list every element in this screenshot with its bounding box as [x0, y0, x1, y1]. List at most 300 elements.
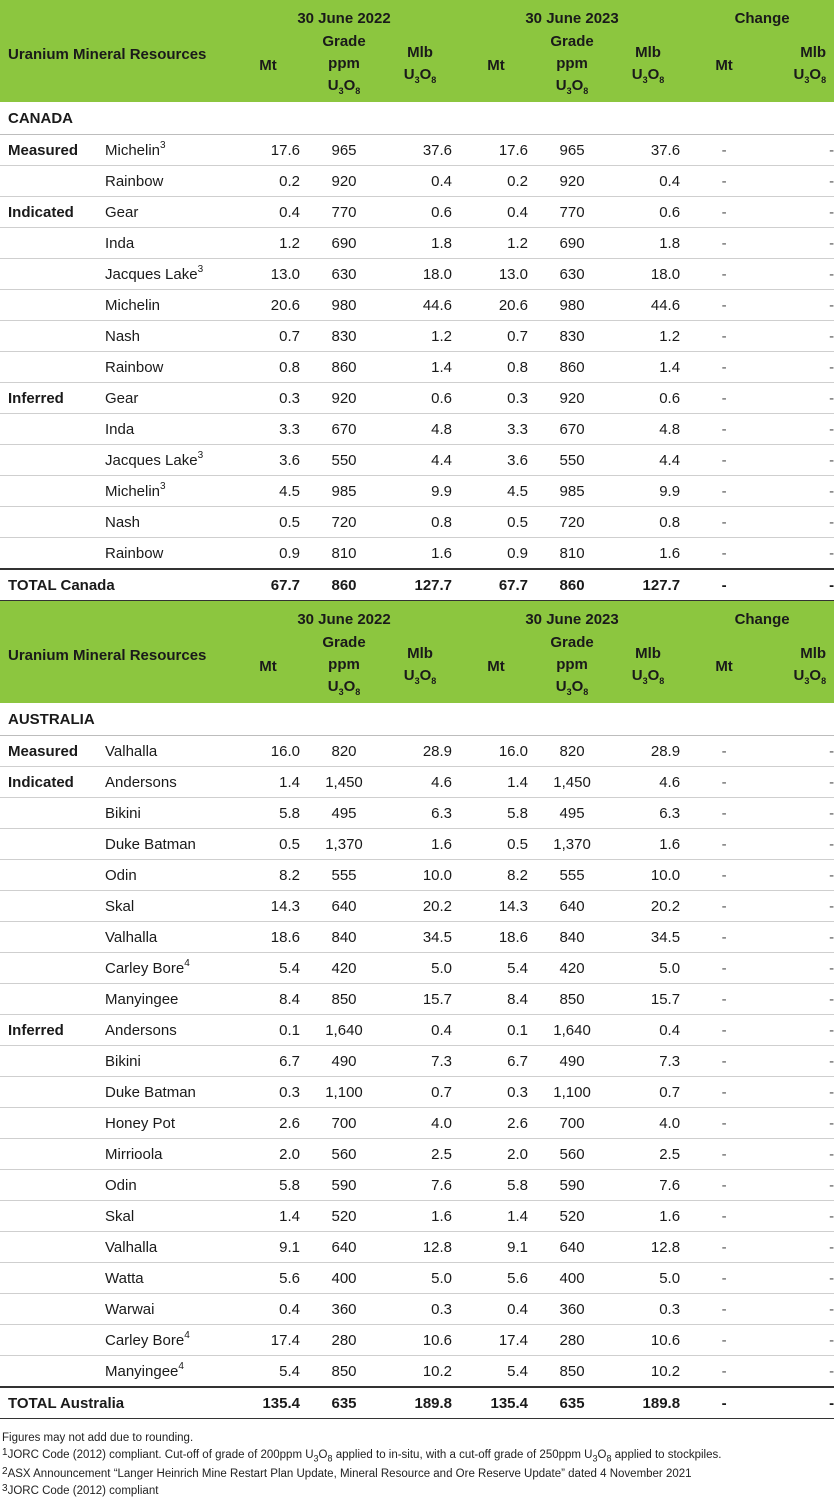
- value-cell: 12.8: [610, 1232, 686, 1263]
- value-cell: 4.4: [610, 445, 686, 476]
- table-title: Uranium Mineral Resources: [8, 646, 207, 664]
- value-cell: 630: [306, 259, 382, 290]
- value-cell: 4.5: [458, 476, 534, 507]
- value-cell: 550: [306, 445, 382, 476]
- value-cell: 590: [534, 1170, 610, 1201]
- table-title: Uranium Mineral Resources: [8, 45, 207, 63]
- value-cell: 5.8: [458, 1170, 534, 1201]
- value-cell: 1,450: [534, 767, 610, 798]
- table-row: [0, 1263, 834, 1294]
- value-cell: 2.6: [458, 1108, 534, 1139]
- table-row: [0, 1077, 834, 1108]
- value-cell: 3.6: [458, 445, 534, 476]
- value-cell: 18.0: [610, 259, 686, 290]
- value-cell: -: [762, 767, 834, 798]
- value-cell: 720: [534, 507, 610, 538]
- total-value: -: [762, 569, 834, 601]
- category-label: [0, 414, 100, 445]
- value-cell: 16.0: [458, 736, 534, 767]
- value-cell: 0.4: [382, 166, 458, 197]
- value-cell: 0.9: [230, 538, 306, 570]
- category-label: [0, 953, 100, 984]
- table-row: [0, 860, 834, 891]
- value-cell: -: [762, 228, 834, 259]
- col-mlb: Mlb $U_3O_8$: [631, 644, 665, 686]
- value-cell: 1,100: [534, 1077, 610, 1108]
- value-cell: 5.4: [230, 1356, 306, 1388]
- value-cell: 1.6: [382, 829, 458, 860]
- value-cell: 640: [534, 891, 610, 922]
- value-cell: 555: [534, 860, 610, 891]
- deposit-name: Michelin$^3$: [100, 135, 230, 166]
- value-cell: 14.3: [230, 891, 306, 922]
- table-row: [0, 922, 834, 953]
- value-cell: -: [762, 798, 834, 829]
- value-cell: -: [686, 1201, 762, 1232]
- value-cell: 5.6: [230, 1263, 306, 1294]
- total-value: 635: [306, 1387, 382, 1419]
- category-label: [0, 891, 100, 922]
- category-label: [0, 321, 100, 352]
- deposit-name: Odin: [100, 860, 230, 891]
- value-cell: 1.2: [230, 228, 306, 259]
- value-cell: 1.6: [610, 538, 686, 570]
- col-mlb: Mlb $U_3O_8$: [403, 644, 437, 686]
- category-label: [0, 1201, 100, 1232]
- value-cell: -: [762, 922, 834, 953]
- value-cell: 0.8: [610, 507, 686, 538]
- value-cell: 420: [534, 953, 610, 984]
- value-cell: -: [762, 507, 834, 538]
- value-cell: -: [686, 1046, 762, 1077]
- value-cell: -: [686, 507, 762, 538]
- category-label: [0, 829, 100, 860]
- value-cell: -: [762, 1294, 834, 1325]
- category-label: [0, 476, 100, 507]
- deposit-name: Inda: [100, 414, 230, 445]
- value-cell: 6.3: [610, 798, 686, 829]
- value-cell: 1.4: [458, 1201, 534, 1232]
- value-cell: 4.8: [610, 414, 686, 445]
- value-cell: 17.6: [458, 135, 534, 166]
- value-cell: -: [762, 1232, 834, 1263]
- value-cell: -: [686, 259, 762, 290]
- value-cell: 10.0: [382, 860, 458, 891]
- value-cell: 18.6: [230, 922, 306, 953]
- category-label: [0, 1139, 100, 1170]
- value-cell: 8.4: [230, 984, 306, 1015]
- category-label: [0, 1077, 100, 1108]
- value-cell: 850: [534, 984, 610, 1015]
- value-cell: -: [762, 891, 834, 922]
- col-mt: Mt: [487, 57, 505, 74]
- value-cell: 3.3: [230, 414, 306, 445]
- value-cell: 6.7: [458, 1046, 534, 1077]
- value-cell: 495: [306, 798, 382, 829]
- total-value: 135.4: [458, 1387, 534, 1419]
- region-label: CANADA: [0, 102, 834, 135]
- value-cell: 0.4: [230, 197, 306, 228]
- value-cell: 830: [534, 321, 610, 352]
- value-cell: -: [686, 166, 762, 197]
- value-cell: 5.0: [610, 1263, 686, 1294]
- value-cell: -: [686, 860, 762, 891]
- col-mlb: Mlb $U_3O_8$: [403, 43, 437, 85]
- deposit-name: Bikini: [100, 798, 230, 829]
- table-row: [0, 1139, 834, 1170]
- value-cell: 8.2: [458, 860, 534, 891]
- total-value: 127.7: [382, 569, 458, 601]
- value-cell: 20.6: [230, 290, 306, 321]
- table-row: [0, 228, 834, 259]
- value-cell: 495: [534, 798, 610, 829]
- value-cell: 3.6: [230, 445, 306, 476]
- period-2022: 30 June 2022: [297, 610, 391, 628]
- value-cell: -: [686, 1325, 762, 1356]
- region-label: AUSTRALIA: [0, 703, 834, 736]
- value-cell: 0.4: [382, 1015, 458, 1046]
- category-label: [0, 1046, 100, 1077]
- value-cell: 985: [534, 476, 610, 507]
- value-cell: 5.0: [610, 953, 686, 984]
- value-cell: 1.6: [610, 1201, 686, 1232]
- value-cell: 7.6: [610, 1170, 686, 1201]
- value-cell: -: [686, 953, 762, 984]
- value-cell: 0.3: [230, 1077, 306, 1108]
- table-row: [0, 321, 834, 352]
- col-grade: Grade ppm $U_3O_8$: [550, 32, 594, 96]
- table-row: [0, 1356, 834, 1388]
- value-cell: -: [762, 1108, 834, 1139]
- value-cell: 7.6: [382, 1170, 458, 1201]
- value-cell: -: [762, 290, 834, 321]
- value-cell: -: [686, 290, 762, 321]
- category-label: Indicated: [0, 767, 100, 798]
- table-row: [0, 352, 834, 383]
- total-value: -: [762, 1387, 834, 1419]
- value-cell: 0.1: [230, 1015, 306, 1046]
- value-cell: -: [686, 1263, 762, 1294]
- deposit-name: Michelin$^3$: [100, 476, 230, 507]
- total-value: 635: [534, 1387, 610, 1419]
- value-cell: -: [686, 1294, 762, 1325]
- value-cell: -: [762, 538, 834, 570]
- value-cell: -: [762, 259, 834, 290]
- value-cell: -: [762, 984, 834, 1015]
- value-cell: -: [686, 383, 762, 414]
- value-cell: 15.7: [610, 984, 686, 1015]
- table-row: [0, 476, 834, 507]
- category-label: Measured: [0, 135, 100, 166]
- deposit-name: Gear: [100, 383, 230, 414]
- value-cell: -: [686, 135, 762, 166]
- value-cell: -: [686, 736, 762, 767]
- value-cell: 5.0: [382, 1263, 458, 1294]
- value-cell: 1.4: [610, 352, 686, 383]
- value-cell: -: [686, 922, 762, 953]
- value-cell: 0.2: [458, 166, 534, 197]
- total-value: 189.8: [382, 1387, 458, 1419]
- value-cell: 0.6: [382, 197, 458, 228]
- value-cell: -: [686, 767, 762, 798]
- value-cell: 980: [534, 290, 610, 321]
- value-cell: -: [762, 445, 834, 476]
- value-cell: 550: [534, 445, 610, 476]
- value-cell: 0.1: [458, 1015, 534, 1046]
- deposit-name: Rainbow: [100, 352, 230, 383]
- value-cell: 5.8: [230, 798, 306, 829]
- value-cell: 670: [534, 414, 610, 445]
- value-cell: 8.4: [458, 984, 534, 1015]
- table-row: [0, 829, 834, 860]
- value-cell: 670: [306, 414, 382, 445]
- value-cell: 2.5: [610, 1139, 686, 1170]
- value-cell: 44.6: [610, 290, 686, 321]
- table-row: [0, 383, 834, 414]
- value-cell: 965: [306, 135, 382, 166]
- value-cell: 590: [306, 1170, 382, 1201]
- australia-table: [0, 601, 834, 1419]
- total-row: [0, 569, 834, 601]
- footnotes: [2, 1430, 721, 1499]
- col-mlb: Mlb $U_3O_8$: [631, 43, 665, 85]
- category-label: [0, 1325, 100, 1356]
- category-label: [0, 1263, 100, 1294]
- category-label: [0, 228, 100, 259]
- value-cell: 770: [534, 197, 610, 228]
- period-2022: 30 June 2022: [297, 9, 391, 27]
- total-value: 135.4: [230, 1387, 306, 1419]
- value-cell: 20.2: [382, 891, 458, 922]
- value-cell: 0.5: [458, 829, 534, 860]
- value-cell: 37.6: [382, 135, 458, 166]
- value-cell: 0.3: [458, 1077, 534, 1108]
- canada-table: [0, 0, 834, 601]
- value-cell: 980: [306, 290, 382, 321]
- category-label: [0, 1170, 100, 1201]
- table-row: [0, 736, 834, 767]
- canada-body: [0, 102, 834, 601]
- total-value: 67.7: [458, 569, 534, 601]
- table-row: [0, 259, 834, 290]
- total-value: 127.7: [610, 569, 686, 601]
- value-cell: 1.8: [610, 228, 686, 259]
- value-cell: 850: [306, 1356, 382, 1388]
- value-cell: -: [686, 228, 762, 259]
- value-cell: 5.4: [458, 953, 534, 984]
- value-cell: 12.8: [382, 1232, 458, 1263]
- value-cell: 9.9: [382, 476, 458, 507]
- value-cell: 1.4: [230, 1201, 306, 1232]
- category-label: [0, 352, 100, 383]
- total-row: [0, 1387, 834, 1419]
- deposit-name: Carley Bore$^4$: [100, 953, 230, 984]
- value-cell: 1,370: [534, 829, 610, 860]
- value-cell: 37.6: [610, 135, 686, 166]
- value-cell: 13.0: [230, 259, 306, 290]
- table-row: [0, 767, 834, 798]
- value-cell: 830: [306, 321, 382, 352]
- category-label: [0, 1232, 100, 1263]
- category-label: Inferred: [0, 1015, 100, 1046]
- value-cell: 20.2: [610, 891, 686, 922]
- category-label: [0, 860, 100, 891]
- deposit-name: Jacques Lake$^3$: [100, 445, 230, 476]
- table-row: [0, 984, 834, 1015]
- value-cell: -: [762, 135, 834, 166]
- value-cell: -: [686, 798, 762, 829]
- deposit-name: Duke Batman: [100, 829, 230, 860]
- value-cell: 840: [306, 922, 382, 953]
- value-cell: 640: [306, 1232, 382, 1263]
- value-cell: 28.9: [610, 736, 686, 767]
- deposit-name: Odin: [100, 1170, 230, 1201]
- deposit-name: Mirrioola: [100, 1139, 230, 1170]
- value-cell: 810: [306, 538, 382, 570]
- value-cell: 0.8: [230, 352, 306, 383]
- value-cell: 520: [306, 1201, 382, 1232]
- value-cell: 0.2: [230, 166, 306, 197]
- deposit-name: Skal: [100, 891, 230, 922]
- value-cell: 0.5: [230, 507, 306, 538]
- deposit-name: Valhalla: [100, 1232, 230, 1263]
- value-cell: -: [762, 352, 834, 383]
- value-cell: 2.0: [230, 1139, 306, 1170]
- value-cell: 3.3: [458, 414, 534, 445]
- value-cell: 850: [534, 1356, 610, 1388]
- value-cell: 0.7: [382, 1077, 458, 1108]
- value-cell: 1.2: [610, 321, 686, 352]
- value-cell: -: [762, 197, 834, 228]
- total-value: 860: [306, 569, 382, 601]
- value-cell: -: [762, 829, 834, 860]
- deposit-name: Gear: [100, 197, 230, 228]
- australia-header: [0, 601, 834, 703]
- value-cell: 0.5: [458, 507, 534, 538]
- value-cell: -: [762, 476, 834, 507]
- category-label: [0, 1108, 100, 1139]
- value-cell: 1,100: [306, 1077, 382, 1108]
- category-label: [0, 290, 100, 321]
- value-cell: 17.4: [458, 1325, 534, 1356]
- value-cell: 4.5: [230, 476, 306, 507]
- value-cell: -: [686, 538, 762, 570]
- value-cell: 7.3: [610, 1046, 686, 1077]
- value-cell: 1.4: [458, 767, 534, 798]
- table-row: [0, 1325, 834, 1356]
- value-cell: -: [686, 984, 762, 1015]
- table-row: [0, 1046, 834, 1077]
- value-cell: 820: [534, 736, 610, 767]
- value-cell: -: [762, 166, 834, 197]
- value-cell: 0.3: [382, 1294, 458, 1325]
- value-cell: 1.4: [382, 352, 458, 383]
- table-row: [0, 538, 834, 570]
- value-cell: -: [686, 1170, 762, 1201]
- value-cell: 18.0: [382, 259, 458, 290]
- value-cell: 965: [534, 135, 610, 166]
- value-cell: 5.6: [458, 1263, 534, 1294]
- value-cell: 10.2: [382, 1356, 458, 1388]
- value-cell: 4.0: [610, 1108, 686, 1139]
- col-mt: Mt: [715, 57, 733, 74]
- value-cell: -: [686, 476, 762, 507]
- value-cell: 0.4: [610, 166, 686, 197]
- value-cell: -: [686, 1108, 762, 1139]
- value-cell: 420: [306, 953, 382, 984]
- table-row: [0, 135, 834, 166]
- col-mlb: Mlb $U_3O_8$: [793, 644, 827, 686]
- footnote-2: 2ASX Announcement “Langer Heinrich Mine Restart Plan Update, Mineral Resource and Ore Reserve Update” dated 4 November 2021: [2, 1466, 692, 1481]
- value-cell: -: [762, 321, 834, 352]
- col-grade: Grade ppm $U_3O_8$: [322, 633, 366, 697]
- deposit-name: Valhalla: [100, 922, 230, 953]
- col-mt: Mt: [259, 57, 277, 74]
- deposit-name: Carley Bore$^4$: [100, 1325, 230, 1356]
- value-cell: -: [762, 1356, 834, 1388]
- table-row: [0, 1232, 834, 1263]
- value-cell: 13.0: [458, 259, 534, 290]
- value-cell: -: [762, 953, 834, 984]
- deposit-name: Manyingee$^4$: [100, 1356, 230, 1388]
- table-row: [0, 1108, 834, 1139]
- total-value: -: [686, 1387, 762, 1419]
- value-cell: -: [686, 1015, 762, 1046]
- deposit-name: Skal: [100, 1201, 230, 1232]
- value-cell: 18.6: [458, 922, 534, 953]
- value-cell: 9.1: [458, 1232, 534, 1263]
- value-cell: 1,370: [306, 829, 382, 860]
- period-2023: 30 June 2023: [525, 9, 619, 27]
- value-cell: 490: [534, 1046, 610, 1077]
- value-cell: -: [762, 1139, 834, 1170]
- category-label: Inferred: [0, 383, 100, 414]
- value-cell: -: [686, 414, 762, 445]
- category-label: Measured: [0, 736, 100, 767]
- value-cell: 400: [534, 1263, 610, 1294]
- value-cell: 2.5: [382, 1139, 458, 1170]
- value-cell: 5.8: [230, 1170, 306, 1201]
- deposit-name: Inda: [100, 228, 230, 259]
- value-cell: 720: [306, 507, 382, 538]
- value-cell: -: [686, 1356, 762, 1388]
- value-cell: -: [686, 829, 762, 860]
- value-cell: 280: [534, 1325, 610, 1356]
- total-value: 67.7: [230, 569, 306, 601]
- table-row: [0, 1201, 834, 1232]
- col-grade: Grade ppm $U_3O_8$: [322, 32, 366, 96]
- value-cell: 1.6: [610, 829, 686, 860]
- value-cell: 15.7: [382, 984, 458, 1015]
- table-row: [0, 798, 834, 829]
- value-cell: 0.8: [458, 352, 534, 383]
- value-cell: 1.6: [382, 1201, 458, 1232]
- value-cell: 820: [306, 736, 382, 767]
- category-label: [0, 922, 100, 953]
- deposit-name: Warwai: [100, 1294, 230, 1325]
- value-cell: 0.3: [230, 383, 306, 414]
- category-label: Indicated: [0, 197, 100, 228]
- value-cell: 400: [306, 1263, 382, 1294]
- value-cell: 1,640: [306, 1015, 382, 1046]
- value-cell: 640: [306, 891, 382, 922]
- col-mlb: Mlb $U_3O_8$: [793, 43, 827, 85]
- period-change: Change: [734, 610, 790, 628]
- deposit-name: Manyingee: [100, 984, 230, 1015]
- value-cell: 0.3: [610, 1294, 686, 1325]
- category-label: [0, 166, 100, 197]
- value-cell: 700: [306, 1108, 382, 1139]
